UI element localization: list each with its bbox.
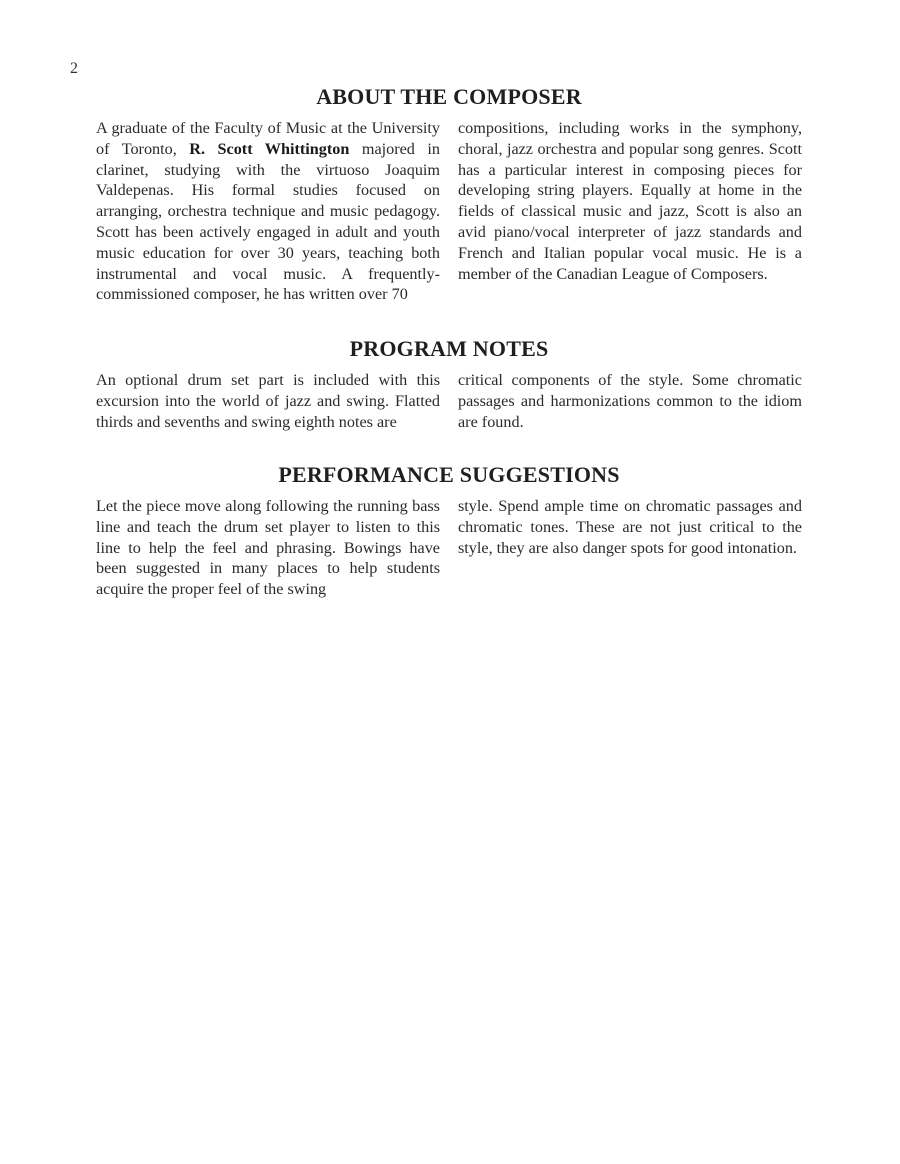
composer-intro-text: A graduate of the Faculty of Music at the University of Toronto, [96,119,440,158]
performance-suggestions-right-text: style. Spend ample time on chromatic passages and chromatic tones. These are not just critical to the style, they are also danger spots for good intonation. [458,497,802,557]
performance-suggestions-columns [96,496,802,600]
page-number: 2 [70,60,78,77]
about-the-composer-section [96,84,802,305]
performance-suggestions-section [96,462,802,600]
program-notes-right-column [458,370,802,432]
composer-name: R. Scott Whittington [189,139,350,158]
program-notes-section [96,336,802,432]
about-the-composer-left-text [96,118,440,305]
about-the-composer-right-column [458,118,802,305]
program-notes-columns [96,370,802,432]
performance-suggestions-heading: PERFORMANCE SUGGESTIONS [278,462,620,487]
performance-suggestions-left-text: Let the piece move along following the running bass line and teach the drum set player to listen to this line to help the feel and phrasing. Bowings have been suggested in many places to help students acquire the proper feel of the swing [96,497,440,599]
about-the-composer-right-text: compositions, including works in the symphony, choral, jazz orchestra and popular song genres. Scott has a particular interest in composing pieces for developing string players. Equally at home in the fields of classical music and jazz, Scott is also an avid piano/vocal interpreter of jazz standards and French and Italian popular vocal music. He is a member of the Canadian League of Composers. [458,119,802,283]
performance-suggestions-left-column [96,496,440,600]
about-the-composer-heading: ABOUT THE COMPOSER [316,84,582,109]
performance-suggestions-right-column [458,496,802,600]
about-the-composer-left-column [96,118,440,305]
about-the-composer-columns [96,118,802,305]
composer-bio-text: majored in clarinet, studying with the virtuoso Joaquim Valdepenas. His formal studies focused on arranging, orchestra technique and music pedagogy. Scott has been actively engaged in adult and youth music education for over 30 years, teaching both instrumental and vocal music. A frequently-commissioned composer, he has written over 70 [96,139,440,304]
program-notes-heading: PROGRAM NOTES [349,336,549,361]
program-notes-right-text: critical components of the style. Some chromatic passages and harmonizations common to the idiom are found. [458,371,802,431]
program-notes-left-column [96,370,440,432]
program-notes-left-text: An optional drum set part is included with this excursion into the world of jazz and swing. Flatted thirds and sevenths and swing eighth notes are [96,371,440,431]
